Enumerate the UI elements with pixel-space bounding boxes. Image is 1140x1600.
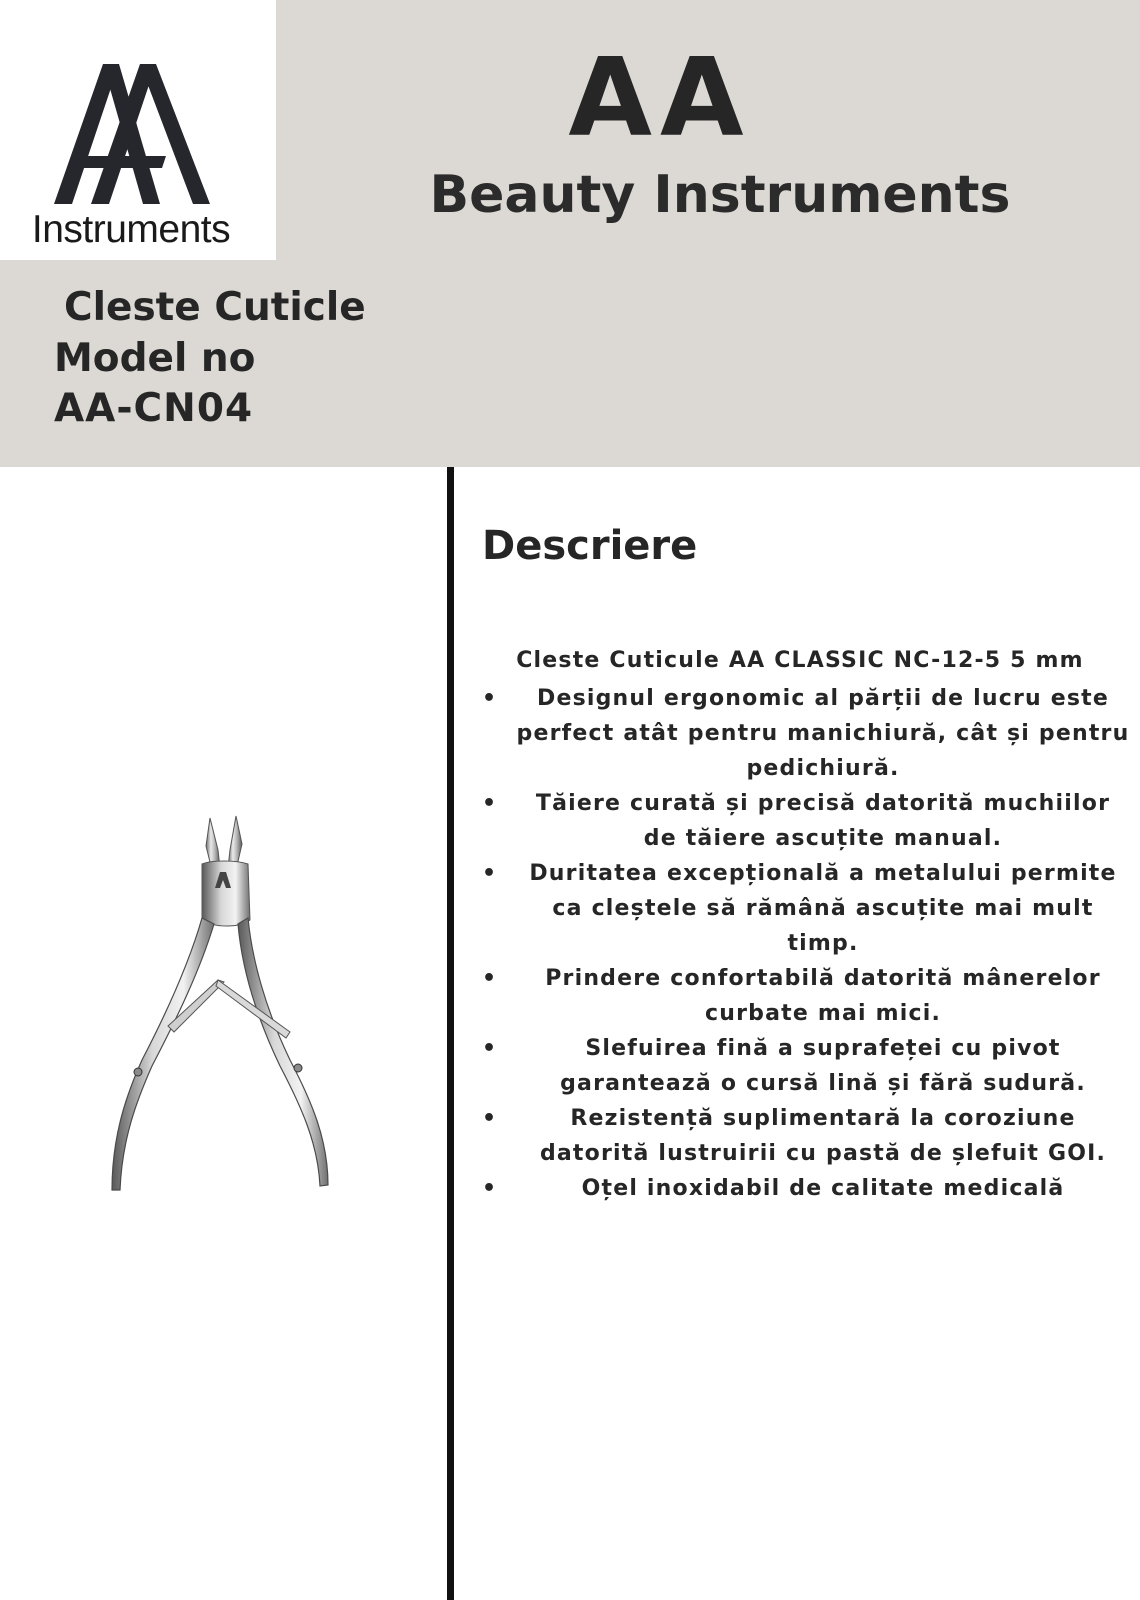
header-band [0, 0, 1140, 467]
product-title: Cleste Cuticle [64, 285, 366, 330]
brand-logo [0, 0, 276, 260]
bullet-icon: • [482, 1106, 498, 1131]
feature-text: Slefuirea fină a suprafeței cu pivot garantează o cursă lină și fără sudură. [560, 1036, 1086, 1096]
bullet-icon: • [482, 861, 498, 886]
feature-item [480, 1031, 1130, 1101]
model-code: AA-CN04 [54, 386, 254, 431]
bullet-icon: • [482, 966, 498, 991]
feature-text: Tăiere curată și precisă datorită muchiilor de tăiere ascuțite manual. [535, 791, 1111, 851]
feature-text: Prindere confortabilă datorită mânerelor curbate mai mici. [545, 966, 1101, 1026]
feature-item [480, 1171, 1130, 1206]
vertical-divider [447, 467, 454, 1600]
model-label: Model no [54, 336, 256, 381]
feature-item [480, 681, 1130, 786]
feature-item [480, 1101, 1130, 1171]
bullet-icon: • [482, 1036, 498, 1061]
feature-text: Designul ergonomic al părții de lucru este perfect atât pentru manichiură, cât și pentru pedichiură. [516, 686, 1130, 781]
bullet-icon: • [482, 1176, 498, 1201]
feature-list [480, 681, 1130, 1206]
bullet-icon: • [482, 686, 498, 711]
feature-item [480, 961, 1130, 1031]
logo-wordmark: Instruments [31, 208, 231, 251]
bullet-icon: • [482, 791, 498, 816]
brand-subtitle: Beauty Instruments [429, 165, 1011, 225]
description-heading: Descriere [482, 523, 698, 569]
brand-name: AA [568, 36, 752, 161]
feature-text: Rezistență suplimentară la coroziune datorită lustruirii cu pastă de șlefuit GOI. [539, 1106, 1107, 1166]
feature-item [480, 786, 1130, 856]
feature-item [480, 856, 1130, 961]
feature-text: Oțel inoxidabil de calitate medicală [581, 1176, 1065, 1201]
description-intro: Cleste Cuticule AA CLASSIC NC-12-5 5 mm [516, 648, 1084, 673]
aa-monogram-logo [48, 58, 218, 208]
feature-text: Duritatea excepțională a metalului permite ca cleștele să rămână ascuțite mai mult timp. [529, 861, 1117, 956]
cuticle-nipper-image [90, 810, 350, 1205]
